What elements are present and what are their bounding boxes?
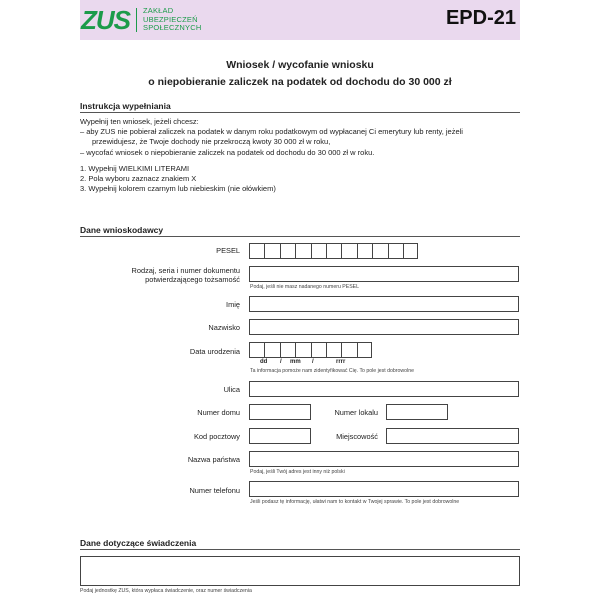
pesel-cell[interactable] [295, 243, 310, 259]
birth-date-cell[interactable] [326, 342, 341, 358]
birth-date-hint: Ta informacja pomoże nam zidentyfikować Cię. To pole jest dobrowolne [250, 368, 414, 374]
document-input[interactable] [249, 266, 519, 282]
house-number-label: Numer domu [197, 408, 240, 417]
instruction-step-3: 3. Wypełnij kolorem czarnym lub niebieskim (nie ołówkiem) [80, 184, 276, 193]
city-input[interactable] [386, 428, 519, 444]
applicant-heading: Dane wnioskodawcy [80, 225, 520, 237]
birth-year-label: rrrr [336, 359, 346, 365]
postcode-label: Kod pocztowy [193, 432, 240, 441]
benefit-input[interactable] [80, 556, 520, 586]
flat-number-input[interactable] [386, 404, 448, 420]
flat-number-label: Numer lokalu [334, 408, 378, 417]
instructions-intro: Wypełnij ten wniosek, jeżeli chcesz: [80, 117, 199, 126]
document-label-line-1: Rodzaj, seria i numer dokumentu [131, 266, 240, 275]
house-number-input[interactable] [249, 404, 311, 420]
instructions-bullet-2: – wycofać wniosek o niepobieranie zaliczek na podatek od dochodu do 30 000 zł w roku. [80, 148, 375, 157]
birth-date-cell[interactable] [311, 342, 326, 358]
instruction-step-2: 2. Pola wyboru zaznacz znakiem X [80, 174, 197, 183]
birth-day-label: dd [260, 359, 268, 365]
pesel-cell[interactable] [249, 243, 264, 259]
last-name-label: Nazwisko [208, 323, 240, 332]
page-title-line-1: Wniosek / wycofanie wniosku [226, 59, 374, 71]
birth-date-cell[interactable] [249, 342, 264, 358]
logo-line-2: UBEZPIECZEŃ [143, 14, 198, 24]
instruction-step-1: 1. Wypełnij WIELKIMI LITERAMI [80, 164, 190, 173]
phone-label: Numer telefonu [189, 486, 240, 495]
first-name-input[interactable] [249, 296, 519, 312]
city-label: Miejscowość [336, 432, 378, 441]
birth-date-input[interactable] [249, 342, 372, 358]
pesel-cell[interactable] [357, 243, 372, 259]
pesel-label: PESEL [216, 246, 240, 255]
pesel-input[interactable] [249, 243, 418, 259]
first-name-label: Imię [226, 300, 240, 309]
birth-slash-1: / [280, 359, 282, 365]
birth-date-label: Data urodzenia [189, 347, 240, 356]
pesel-cell[interactable] [403, 243, 418, 259]
postcode-input[interactable] [249, 428, 311, 444]
instructions-bullet-1b: przewidujesz, że Twoje dochody nie przekroczą kwoty 30 000 zł w roku, [92, 137, 331, 146]
instructions-heading: Instrukcja wypełniania [80, 101, 520, 113]
street-input[interactable] [249, 381, 519, 397]
document-hint: Podaj, jeśli nie masz nadanego numeru PESEL [250, 284, 360, 290]
country-input[interactable] [249, 451, 519, 467]
birth-date-cell[interactable] [341, 342, 356, 358]
pesel-cell[interactable] [341, 243, 356, 259]
pesel-cell[interactable] [280, 243, 295, 259]
benefit-heading: Dane dotyczące świadczenia [80, 538, 520, 550]
page-title-line-2: o niepobieranie zaliczek na podatek od dochodu do 30 000 zł [148, 76, 452, 88]
birth-date-cell[interactable] [295, 342, 310, 358]
pesel-cell[interactable] [264, 243, 279, 259]
birth-date-cell[interactable] [264, 342, 279, 358]
birth-month-label: mm [290, 359, 301, 365]
country-label: Nazwa państwa [187, 455, 240, 464]
country-hint: Podaj, jeśli Twój adres jest inny niż polski [250, 469, 345, 475]
street-label: Ulica [223, 385, 240, 394]
pesel-cell[interactable] [372, 243, 387, 259]
birth-date-cell[interactable] [280, 342, 295, 358]
document-label [110, 266, 240, 284]
zus-logo [81, 6, 201, 34]
logo-mark: ZUS [81, 5, 130, 35]
pesel-cell[interactable] [388, 243, 403, 259]
instructions-bullet-1a: – aby ZUS nie pobierał zaliczek na podatek w danym roku podatkowym od wypłacanej Ci emerytury lub renty, jeżeli [80, 127, 463, 136]
pesel-cell[interactable] [326, 243, 341, 259]
birth-slash-2: / [312, 359, 314, 365]
logo-line-1: ZAKŁAD [143, 6, 174, 16]
benefit-hint: Podaj jednostkę ZUS, która wypłaca świadczenie, oraz numer świadczenia [80, 588, 252, 594]
logo-line-3: SPOŁECZNYCH [143, 23, 202, 33]
logo-separator [136, 8, 137, 32]
birth-date-cell[interactable] [357, 342, 372, 358]
phone-hint: Jeśli podasz tę informację, ułatwi nam to kontakt w Twojej sprawie. To pole jest dobrowolne [250, 499, 460, 505]
form-code: EPD-21 [445, 7, 516, 29]
pesel-cell[interactable] [311, 243, 326, 259]
logo-text [143, 7, 201, 33]
last-name-input[interactable] [249, 319, 519, 335]
document-label-line-2: potwierdzającego tożsamość [145, 275, 240, 284]
phone-input[interactable] [249, 481, 519, 497]
